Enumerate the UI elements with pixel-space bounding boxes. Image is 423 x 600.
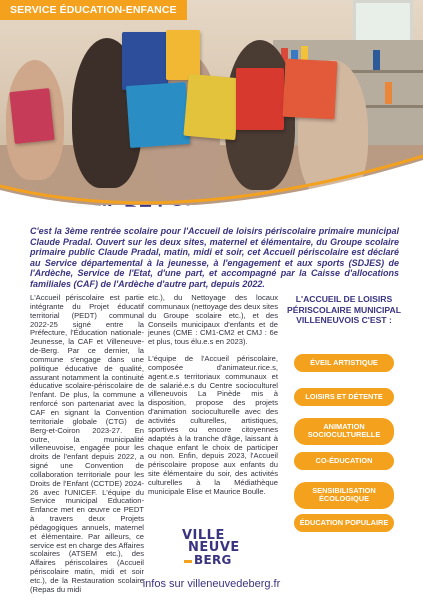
highlight-pill: ANIMATION SOCIOCULTURELLE [294, 418, 394, 445]
highlight-pill: CO-ÉDUCATION [294, 452, 394, 470]
logo-line: VILLE [182, 528, 225, 543]
highlight-pill: ÉDUCATION POPULAIRE [294, 514, 394, 532]
highlights-panel [286, 294, 402, 527]
picture-book [122, 32, 168, 90]
picture-book [183, 74, 240, 140]
picture-book [126, 82, 190, 148]
section-badge: SERVICE ÉDUCATION-ENFANCE [0, 0, 187, 20]
panel-title: L'ACCUEIL DE LOISIRS PÉRISCOLAIRE MUNICIPAL VILLENEUVOIS C'EST : [287, 294, 401, 326]
villeneuve-logo [178, 528, 242, 570]
logo-line: NEUVE [188, 540, 240, 555]
footer-website: infos sur villeneuvedeberg.fr [142, 578, 281, 590]
highlight-pill: LOISIRS ET DÉTENTE [294, 388, 394, 406]
highlight-pill: SENSIBILISATION ÉCOLOGIQUE [294, 482, 394, 509]
wave-divider [0, 150, 423, 220]
intro-paragraph: C'est la 3ème rentrée scolaire pour l'Accueil de loisirs périscolaire primaire municipal Claude Pradal. Ouvert sur les deux sites, maternel et élémentaire, du Groupe scolaire primaire public Claude Pradal, matin, midi et soir, cet Accueil périscolaire est déclaré au Service départemental à la jeunesse, à l'engagement et aux sports (SDJES) de l'Ardèche, Service de l'Etat, d'une part, et accompagné par la Caisse d'allocations familiales (CAF) de l'Ardèche d'autre part, depuis 2022. [30, 226, 399, 289]
logo-accent [184, 560, 192, 563]
picture-book [283, 59, 338, 120]
body-paragraph: etc.), du Nettoyage des locaux communaux (nettoyage des deux sites du Groupe scolaire etc.), et des Conseils municipaux d'enfants et de jeunes (CME : CM1-CM2 et CMJ : 6e et plus, tous élu.e.s en 2023). [148, 293, 279, 347]
picture-book [236, 68, 284, 130]
body-paragraph: L'Accueil périscolaire est partie intégrante du Projet éducatif territorial (PEDT) communal 2022-25 signé entre la Préfecture, l'Éducation nationale-Jeunesse, la CAF et Villeneuve-de-Berg. Par ce dernier, la commune s'engage dans une politique éducative de qualité, assurant notamment la continuité éducative scolaire-périscolaire de l'enfant. De plus, la commune a renforcé son partenariat avec la CAF en signant la Convention territoriale globale (CTG) de Berg-et-Coiron 2023-27. En outre, la municipalité villeneuvoise, engagée pour les droits de l'enfant depuis 2022, a signé une Convention de collaboration territoriale pour les Droits de l'Enfant (CCTDE) 2024-26 avec l'UNICEF. L'équipe du Service municipal Education-Enfance met en œuvre ce PEDT à travers deux Projets pédagogiques annuels, maternel et élémentaire. Par ailleurs, ce service est en charge des Affaires scolaires (ATSEM etc.), des Affaires périscolaires (Accueil périscolaire matin, midi et soir etc.), de la Restauration scolaire (Repas du midi [30, 293, 144, 594]
body-paragraph: L'équipe de l'Accueil périscolaire, composée d'animateur.rice.s, agent.e.s territoriaux communaux et de salarié.e.s du Centre socioculturel villeneuvois La Pinède mis à disposition, propose des projets d'animation socioculturelle avec des activités culturelles, artistiques, sportives ou encore citoyennes adaptés à la tranche d'âge, laissant à chaque enfant le choix de participer ou non. Enfin, depuis 2023, l'Accueil périscolaire propose aux enfants du site élémentaire du soir, des activités culturelles à la Médiathèque municipale Elise et Maurice Boulle. [148, 354, 278, 496]
body-column-2 [148, 294, 278, 497]
highlight-pill: ÉVEIL ARTISTIQUE [294, 354, 394, 372]
logo-line: BERG [194, 553, 232, 567]
picture-book [166, 30, 200, 80]
body-column-1 [30, 294, 144, 595]
picture-book [9, 88, 54, 144]
